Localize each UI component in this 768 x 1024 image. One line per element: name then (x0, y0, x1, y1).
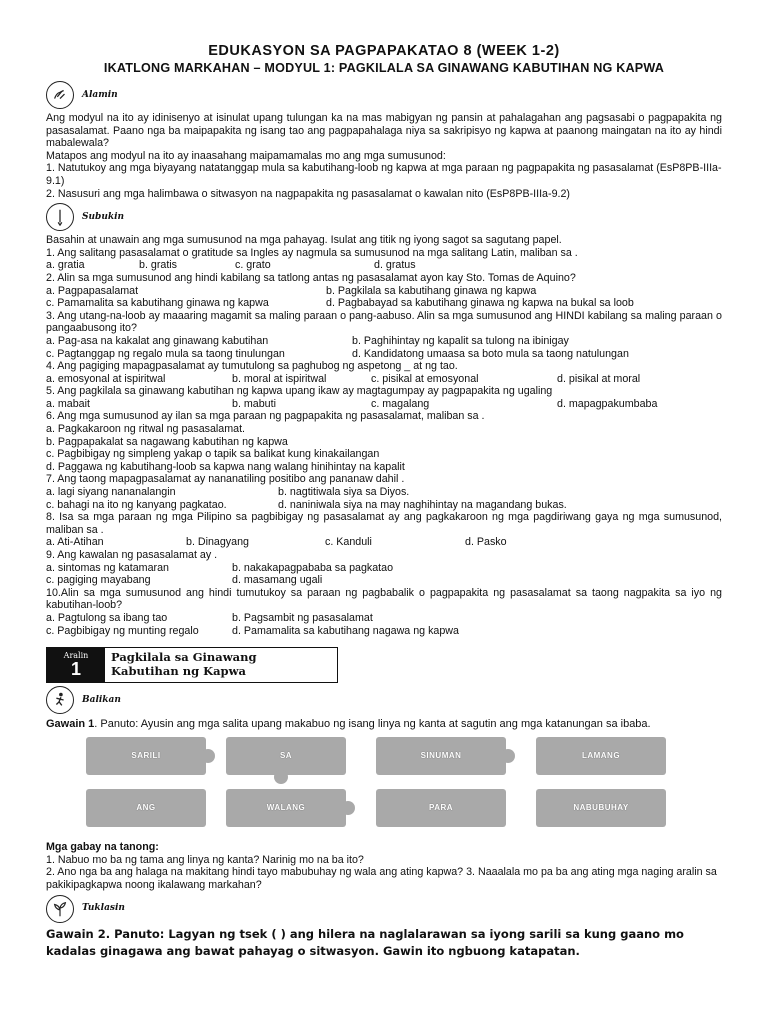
runner-icon (46, 686, 74, 714)
question-10-options (46, 612, 722, 637)
worksheet-page (46, 42, 722, 960)
question-8: 8. Isa sa mga paraan ng mga Pilipino sa pagbibigay ng pasasalamat ay ang pagkakaroon ng mga pagdiriwang gaya ng mga sumusunod, maliban sa . (46, 511, 722, 536)
option: a. mabait (46, 397, 90, 410)
option: b. Paghihintay ng kapalit sa tulong na ibinigay (352, 334, 569, 347)
section-tuklasin-header (46, 894, 722, 924)
question-4-options (46, 373, 722, 386)
option: d. Pamamalita sa kabutihang nagawa ng kapwa (232, 624, 459, 637)
pencil-icon (46, 203, 74, 231)
option: b. mabuti (232, 397, 276, 410)
option: a. Pag-asa na kakalat ang ginawang kabutihan (46, 334, 269, 347)
question-1-options (46, 259, 722, 272)
option: c. pisikal at emosyonal (371, 372, 479, 385)
option: a. emosyonal at ispiritwal (46, 372, 166, 385)
section-alamin-label: Alamin (82, 89, 118, 100)
hand-icon (46, 81, 74, 109)
section-subukin-label: Subukin (82, 211, 125, 222)
question-5: 5. Ang pagkilala sa ginawang kabutihan ng kapwa upang ikaw ay magtagumpay ay pagpapakita ng ugaling (46, 385, 553, 398)
alamin-paragraph: Ang modyul na ito ay idinisenyo at isinulat upang tulungan ka na mas mabigyan ng pansin at pahalagahan ang pagsasabi o pagpapakita ng pasasalamat. Paano nga ba maipapakita ng isang tao ang pagpapahalaga niya sa sakripisyo ng kapwa at paanong maingatan na ito ay hindi mabalewala? (46, 112, 722, 150)
question-2: 2. Alin sa mga sumusunod ang hindi kabilang sa tatlong antas ng pasasalamat ayon kay Sto. Tomas de Aquino? (46, 271, 576, 284)
option: c. Kanduli (325, 536, 372, 549)
option: c. bahagi na ito ng kanyang pagkatao. (46, 498, 227, 511)
option: a. lagi siyang nananalangin (46, 486, 176, 499)
guide-question-2: 2. Ano nga ba ang halaga na makitang hindi tayo mabubuhay ng wala ang ating kapwa? 3. Naaalala mo pa ba ang ating mga naging aralin sa pakikipagkapwa noong ikalawang markahan? (46, 866, 717, 891)
option: b. Dinagyang (186, 536, 249, 549)
guide-questions-title: Mga gabay na tanong: (46, 841, 159, 854)
aralin-title (105, 648, 263, 682)
question-1: 1. Ang salitang pasasalamat o gratitude sa Ingles ay nagmula sa sumusunod na mga salitang Latin, maliban sa . (46, 246, 578, 259)
puzzle-piece: ANG (86, 789, 206, 827)
puzzle-piece: SARILI (86, 737, 206, 775)
question-9-options (46, 562, 722, 587)
option: b. gratis (139, 259, 178, 272)
gawain-1-label: Gawain 1 (46, 718, 95, 731)
puzzle-piece: SINUMAN (376, 737, 506, 775)
option: a. Pagtulong sa ibang tao (46, 611, 168, 624)
question-4: 4. Ang pagiging mapagpasalamat ay tumutulong sa paghubog ng aspetong _ at ng tao. (46, 360, 458, 373)
option: c. magalang (371, 397, 430, 410)
question-7: 7. Ang taong mapagpasalamat ay nananatiling positibo ang pananaw dahil . (46, 473, 405, 486)
option: b. nagtitiwala siya sa Diyos. (278, 486, 410, 499)
option: c. Pagtanggap ng regalo mula sa taong tinulungan (46, 347, 285, 360)
option: b. Pagpapakalat sa nagawang kabutihan ng kapwa (46, 435, 288, 448)
question-8-options (46, 536, 722, 549)
aralin-title-line-1: Pagkilala sa Ginawang (111, 650, 257, 665)
section-alamin-header (46, 80, 722, 110)
page-title: EDUKASYON SA PAGPAPAKATAO 8 (WEEK 1-2) (208, 43, 560, 59)
aralin-banner (46, 647, 338, 683)
question-6: 6. Ang mga sumusunod ay ilan sa mga paraan ng pagpapakita ng pasasalamat, maliban sa . (46, 410, 485, 423)
option: c. grato (235, 259, 271, 272)
puzzle-pieces (86, 737, 746, 833)
option: d. masamang ugali (232, 574, 323, 587)
question-5-options (46, 398, 722, 411)
question-9: 9. Ang kawalan ng pasasalamat ay . (46, 549, 218, 561)
question-6-options (46, 423, 722, 473)
option: d. Pagbabayad sa kabutihang ginawa ng kapwa na bukal sa loob (326, 297, 634, 310)
guide-question-1: 1. Nabuo mo ba ng tama ang linya ng kanta? Narinig mo na ba ito? (46, 853, 364, 866)
alamin-objective-1: 1. Natutukoy ang mga biyayang natatanggap mula sa kabutihang-loob ng kapwa at mga paraan ng pagpapakita ng pasasalamat (EsP8PB-IIIa-9.1) (46, 162, 722, 187)
section-tuklasin-label: Tuklasin (82, 903, 125, 914)
option: d. mapagpakumbaba (557, 397, 658, 410)
plant-icon (46, 895, 74, 923)
aralin-title-line-2: Kabutihan ng Kapwa (111, 664, 246, 679)
option: d. Pasko (465, 536, 507, 549)
gawain-1-text: . Panuto: Ayusin ang mga salita upang makabuo ng isang linya ng kanta at sagutin ang mga katanungan sa ibaba. (94, 718, 651, 731)
option: b. Pagsambit ng pasasalamat (232, 611, 373, 624)
option: a. gratia (46, 259, 85, 272)
question-3-options (46, 335, 722, 360)
puzzle-piece: PARA (376, 789, 506, 827)
option: c. pagiging mayabang (46, 574, 151, 587)
option: a. sintomas ng katamaran (46, 561, 169, 574)
gawain-2-instruction: Gawain 2. Panuto: Lagyan ng tsek ( ) ang hilera na naglalarawan sa iyong sarili sa kung gaano mo kadalas ginagawa ang bawat pahayag o sitwasyon. Gawin ito ngbuong katapatan. (46, 926, 684, 958)
aralin-word: Aralin (63, 651, 89, 661)
puzzle-piece: NABUBUHAY (536, 789, 666, 827)
option: d. Paggawa ng kabutihang-loob sa kapwa nang walang hinihintay na kapalit (46, 460, 405, 473)
option: d. Kandidatong umaasa sa boto mula sa taong natulungan (352, 347, 629, 360)
option: a. Pagpapasalamat (46, 284, 139, 297)
option: c. Pamamalita sa kabutihang ginawa ng kapwa (46, 297, 269, 310)
puzzle-piece: SA (226, 737, 346, 775)
aralin-number: 1 (70, 659, 81, 680)
option: d. gratus (374, 259, 416, 272)
question-10: 10.Alin sa mga sumusunod ang hindi tumutukoy sa paraan ng pagbabalik o pagpapakita ng pasasalamat sa taong nagpakita sa iyo ng kabutihan-loob? (46, 586, 722, 612)
subukin-instruction: Basahin at unawain ang mga sumusunod na mga pahayag. Isulat ang titik ng iyong sagot sa sagutang papel. (46, 234, 562, 247)
question-2-options (46, 285, 722, 310)
option: b. moral at ispiritwal (232, 372, 327, 385)
alamin-intro: Matapos ang modyul na ito ay inaasahang maipamamalas mo ang mga sumusunod: (46, 149, 446, 162)
option: b. Pagkilala sa kabutihang ginawa ng kapwa (326, 284, 537, 297)
page-subtitle: IKATLONG MARKAHAN – MODYUL 1: PAGKILALA SA GINAWANG KABUTIHAN NG KAPWA (103, 61, 665, 75)
option: a. Pagkakaroon ng ritwal ng pasasalamat. (46, 423, 246, 436)
aralin-number-block (47, 648, 105, 682)
puzzle-piece: WALANG (226, 789, 346, 827)
section-balikan-label: Balikan (82, 694, 121, 705)
option: d. naniniwala siya na may naghihintay na magandang bukas. (278, 498, 567, 511)
section-balikan-header (46, 685, 722, 715)
puzzle-piece: LAMANG (536, 737, 666, 775)
option: a. Ati-Atihan (46, 536, 104, 549)
option: c. Pagbibigay ng munting regalo (46, 624, 199, 637)
option: b. nakakapagpababa sa pagkatao (232, 561, 394, 574)
section-subukin-header (46, 202, 722, 232)
alamin-objective-2: 2. Nasusuri ang mga halimbawa o sitwasyon na nagpapakita ng pasasalamat o kawalan nito (EsP8PB-IIIa-9.2) (46, 187, 570, 200)
question-7-options (46, 486, 722, 511)
option: c. Pagbibigay ng simpleng yakap o tapik sa balikat kung kinakailangan (46, 448, 380, 461)
question-3: 3. Ang utang-na-loob ay maaaring magamit sa maling paraan o pang-aabuso. Alin sa mga sumusunod ang HINDI kabilang sa maling paraan o pangaabusong ito? (46, 309, 722, 335)
option: d. pisikal at moral (557, 372, 641, 385)
gawain-1-instruction (46, 717, 722, 731)
